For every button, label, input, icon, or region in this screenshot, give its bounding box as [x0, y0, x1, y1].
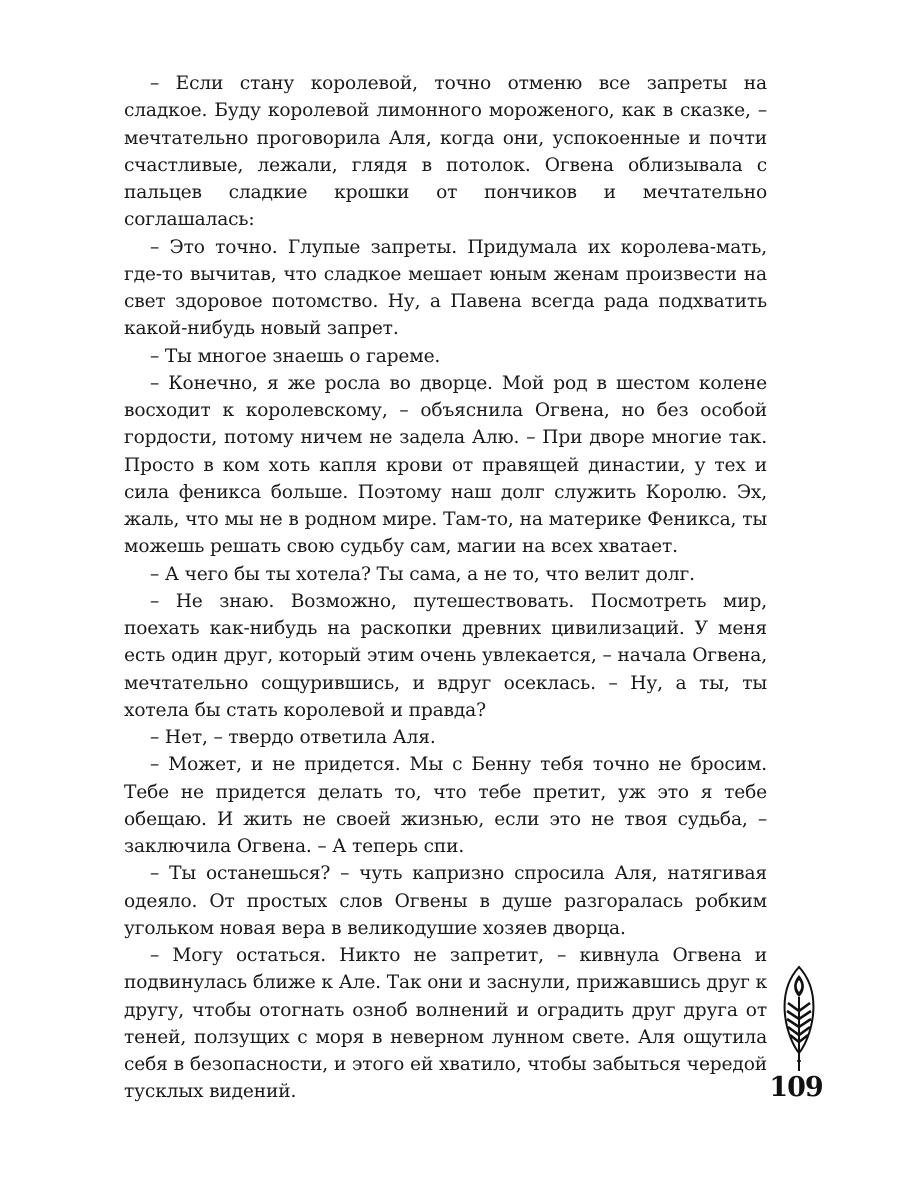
paragraph: – Конечно, я же росла во дворце. Мой род в шестом колене восходит к королевскому, – объяснила Огвена, но без особой гордости, потому ничем не задела Алю. – При дворе многие так. Просто в ком хоть капля крови от правящей династии, у тех и сила феникса больше. Поэтому наш долг служить Королю. Эх, жаль, что мы не в родном мире. Там-то, на материке Феникса, ты можешь решать свою судьбу сам, магии на всех хватает. [124, 372, 767, 558]
paragraph: – Это точно. Глупые запреты. Придумала их королева-мать, где-то вычитав, что сладкое мешает юным женам произвести на свет здоровое потомство. Ну, а Павена всегда рада подхватить какой-нибудь новый запрет. [124, 236, 767, 340]
paragraph: – А чего бы ты хотела? Ты сама, а не то, что велит долг. [150, 563, 695, 585]
paragraph: – Могу остаться. Никто не запретит, – кивнула Огвена и подвинулась ближе к Але. Так они и заснули, прижавшись друг к другу, чтобы отогнать озноб волнений и оградить друг друга от теней, ползущих с моря в неверном лунном свете. Аля ощутила себя в безопасности, и этого ей хватило, чтобы забыться чередой тусклых видений. [124, 945, 767, 1103]
paragraph: – Не знаю. Возможно, путешествовать. Посмотреть мир, поехать как-нибудь на раскопки древних цивилизаций. У меня есть один друг, который этим очень увлекается, – начала Огвена, мечтательно сощурившись, и вдруг осеклась. – Ну, а ты, ты хотела бы стать королевой и правда? [124, 590, 767, 721]
paragraph: – Нет, – твердо ответила Аля. [150, 727, 436, 748]
paragraph: – Ты останешься? – чуть капризно спросила Аля, натягивая одеяло. От простых слов Огвены в душе разгоралась робким угольком новая вера в великодушие хозяев дворца. [124, 863, 767, 939]
paragraph: – Может, и не придется. Мы с Бенну тебя точно не бросим. Тебе не придется делать то, что тебе претит, уж это я тебе обещаю. И жить не своей жизнью, если это не твоя судьба, – заключила Огвена. – А теперь спи. [124, 754, 767, 857]
paragraph: – Ты многое знаешь о гареме. [150, 345, 441, 367]
body-text [124, 70, 767, 1106]
page-number: 109 [769, 1072, 823, 1103]
paragraph: – Если стану королевой, точно отменю все запреты на сладкое. Буду королевой лимонного мороженого, как в сказке, – мечтательно проговорила Аля, когда они, успокоенные и почти счастливые, лежали, глядя в потолок. Огвена облизывала с пальцев сладкие крошки от пончиков и мечтательно соглашалась: [124, 73, 767, 231]
feather-icon [780, 965, 818, 1073]
